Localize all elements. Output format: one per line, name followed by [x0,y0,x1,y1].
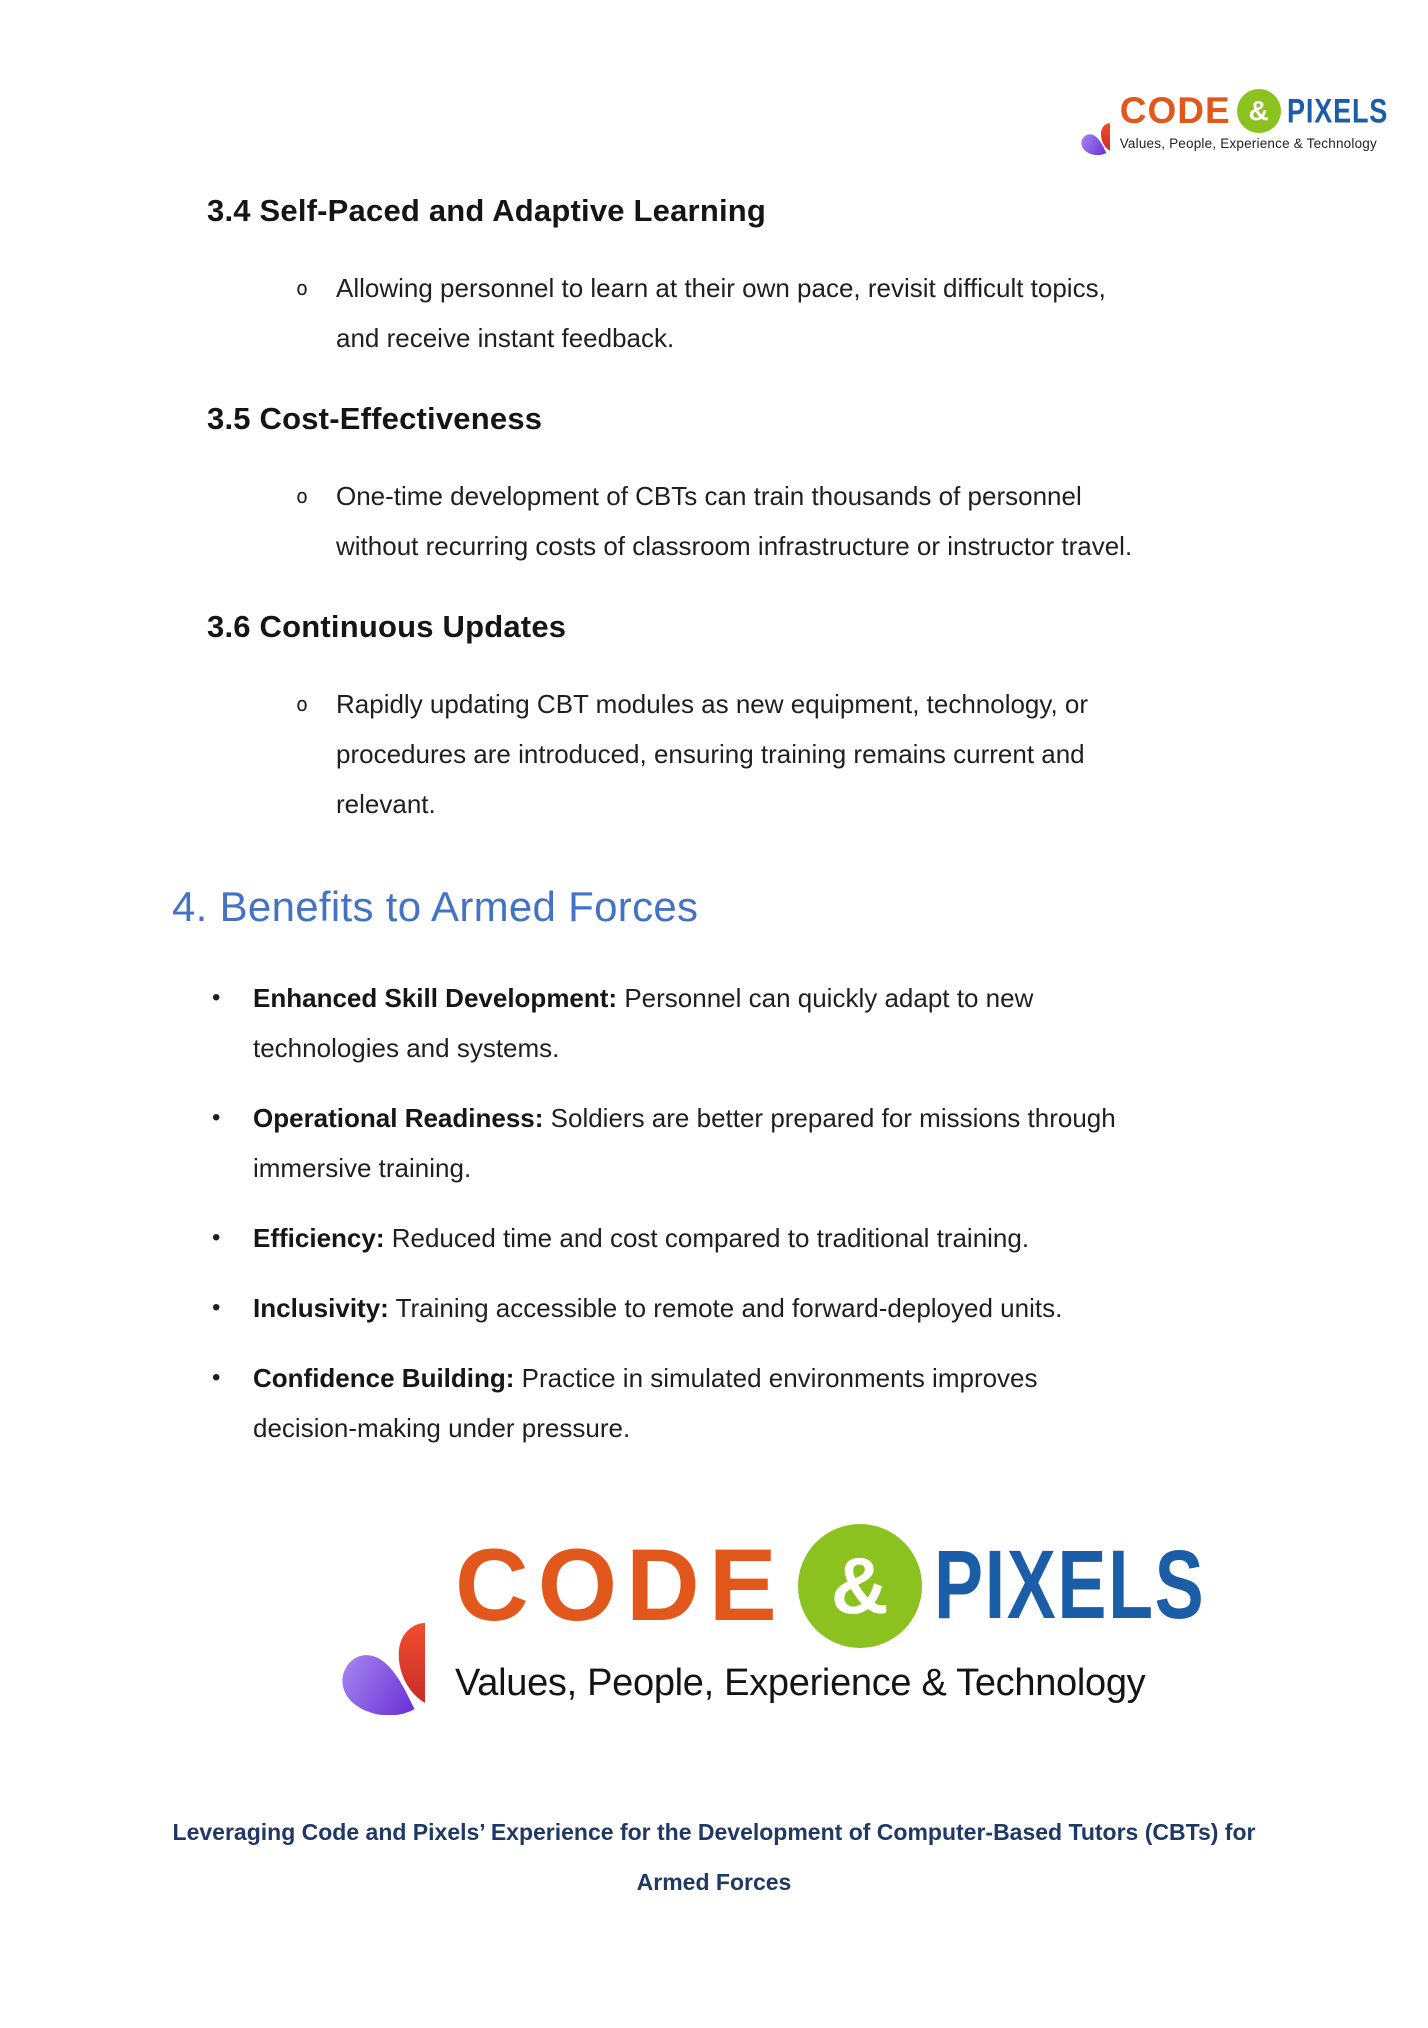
list-item [296,679,1151,829]
circle-bullet-marker: o [296,276,309,300]
logo-text-block [1120,89,1388,151]
benefits-bullet-list [212,973,1428,1453]
logo-word-code: CODE [1119,90,1231,131]
list-item-text [253,1353,1118,1453]
benefit-description: Training accessible to remote and forward-deployed units. [388,1293,1063,1323]
section-heading-3-5: 3.5 Cost-Effectiveness [207,401,543,436]
footer-line-2: Armed Forces [636,1869,792,1895]
chapter-heading-benefits: 4. Benefits to Armed Forces [172,883,699,930]
disc-bullet-marker: • [212,1364,221,1391]
list-item [212,1093,1428,1193]
bullet-list-3-5 [296,471,1151,571]
list-item-text [253,973,1118,1073]
disc-bullet-marker: • [212,1224,221,1251]
list-item [296,263,1151,363]
pinwheel-logo-icon [1040,85,1110,155]
bullet-list-3-4 [296,263,1151,363]
benefit-label: Enhanced Skill Development: [253,983,618,1013]
circle-bullet-marker: o [296,692,309,716]
logo-tagline: Values, People, Experience & Technology [1119,136,1377,151]
disc-bullet-marker: • [212,984,221,1011]
logo-text-block [455,1524,1205,1705]
benefit-label: Operational Readiness: [253,1103,544,1133]
logo-ampersand: & [1248,95,1269,126]
list-item [212,1353,1428,1453]
section-heading-3-6: 3.6 Continuous Updates [207,609,567,644]
list-item-text [253,1093,1118,1193]
disc-bullet-marker: • [212,1294,221,1321]
benefit-description: Reduced time and cost compared to traditional training. [384,1223,1030,1253]
logo-ampersand-badge [798,1524,922,1648]
logo-tagline: Values, People, Experience & Technology [455,1661,1146,1704]
page-header [0,0,1428,155]
list-item-text: Rapidly updating CBT modules as new equipment, technology, or procedures are introduced, ensuring training remains current and relevant. [336,689,1089,819]
list-item [212,973,1428,1073]
list-item [296,471,1151,571]
list-item [212,1213,1428,1263]
list-item-text [253,1213,1118,1263]
logo-ampersand-badge [1237,89,1281,133]
company-logo-large [223,1513,1205,1715]
page-footer [0,1807,1428,1907]
list-item-text [253,1283,1118,1333]
logo-word-pixels: PIXELS [933,1530,1206,1640]
circle-bullet-marker: o [296,484,309,508]
list-item [212,1283,1428,1333]
logo-ampersand: & [830,1540,889,1630]
list-item-text: Allowing personnel to learn at their own pace, revisit difficult topics, and receive instant feedback. [336,273,1106,353]
logo-word-code: CODE [455,1528,786,1642]
benefit-description: Practice in simulated environments improves decision-making under pressure. [253,1363,1038,1443]
company-logo-small [1040,85,1388,155]
bullet-list-3-6 [296,679,1151,829]
section-heading-3-4: 3.4 Self-Paced and Adaptive Learning [207,193,767,228]
benefit-label: Inclusivity: [253,1293,389,1323]
list-item-text: One-time development of CBTs can train thousands of personnel without recurring costs of classroom infrastructure or instructor travel. [336,481,1133,561]
benefit-description: Personnel can quickly adapt to new technologies and systems. [253,983,1034,1063]
benefit-description: Soldiers are better prepared for missions through immersive training. [253,1103,1116,1183]
benefit-label: Efficiency: [253,1223,385,1253]
logo-word-pixels: PIXELS [1286,91,1388,130]
footer-line-1: Leveraging Code and Pixels’ Experience for the Development of Computer-Based Tutors (CBTs) for [172,1819,1256,1845]
benefit-label: Confidence Building: [253,1363,515,1393]
pinwheel-logo-icon [223,1513,425,1715]
disc-bullet-marker: • [212,1104,221,1131]
